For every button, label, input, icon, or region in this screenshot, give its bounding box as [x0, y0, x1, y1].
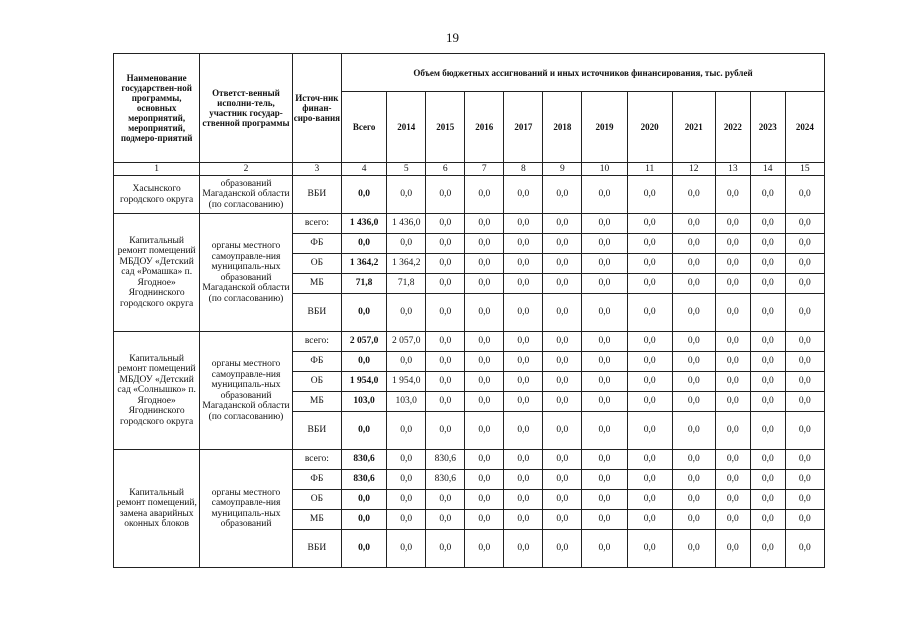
year-value: 1 436,0 [387, 214, 426, 234]
column-number: 9 [543, 163, 582, 176]
year-value: 0,0 [672, 450, 715, 470]
program-name: Капитальный ремонт помещений МБДОУ «Детский сад «Солнышко» п. Ягодное» Ягоднинского городского округа [114, 332, 200, 450]
header-year: 2015 [426, 92, 465, 163]
year-value: 0,0 [750, 332, 785, 352]
year-value: 0,0 [543, 176, 582, 214]
year-value: 0,0 [582, 254, 627, 274]
total-value: 0,0 [342, 176, 387, 214]
year-value: 0,0 [672, 530, 715, 568]
funding-source: ОБ [292, 490, 341, 510]
table-row [114, 332, 825, 352]
column-number: 8 [504, 163, 543, 176]
year-value: 0,0 [543, 214, 582, 234]
year-value: 0,0 [504, 412, 543, 450]
year-value: 0,0 [715, 450, 750, 470]
total-value: 0,0 [342, 352, 387, 372]
year-value: 0,0 [426, 352, 465, 372]
year-value: 0,0 [672, 332, 715, 352]
year-value: 0,0 [387, 490, 426, 510]
header-executor: Ответст-венный исполни-тель, участник государ-ственной программы [200, 54, 292, 163]
year-value: 0,0 [426, 392, 465, 412]
total-value: 1 364,2 [342, 254, 387, 274]
year-value: 0,0 [426, 214, 465, 234]
funding-source: ВБИ [292, 530, 341, 568]
year-value: 0,0 [582, 274, 627, 294]
total-value: 830,6 [342, 470, 387, 490]
year-value: 0,0 [750, 352, 785, 372]
year-value: 0,0 [715, 214, 750, 234]
year-value: 0,0 [627, 372, 672, 392]
year-value: 0,0 [582, 352, 627, 372]
year-value: 0,0 [785, 214, 824, 234]
year-value: 0,0 [672, 470, 715, 490]
funding-source: ФБ [292, 470, 341, 490]
total-value: 0,0 [342, 294, 387, 332]
total-value: 2 057,0 [342, 332, 387, 352]
year-value: 0,0 [672, 510, 715, 530]
year-value: 0,0 [465, 470, 504, 490]
column-number: 1 [114, 163, 200, 176]
year-value: 0,0 [627, 274, 672, 294]
year-value: 0,0 [715, 412, 750, 450]
year-value: 0,0 [465, 274, 504, 294]
header-year: 2017 [504, 92, 543, 163]
year-value: 0,0 [785, 234, 824, 254]
year-value: 0,0 [465, 234, 504, 254]
year-value: 0,0 [715, 352, 750, 372]
year-value: 830,6 [426, 470, 465, 490]
year-value: 0,0 [504, 254, 543, 274]
year-value: 0,0 [672, 274, 715, 294]
year-value: 0,0 [426, 530, 465, 568]
funding-source: всего: [292, 214, 341, 234]
header-year: 2020 [627, 92, 672, 163]
year-value: 2 057,0 [387, 332, 426, 352]
total-value: 830,6 [342, 450, 387, 470]
year-value: 1 364,2 [387, 254, 426, 274]
year-value: 0,0 [715, 254, 750, 274]
column-number: 10 [582, 163, 627, 176]
funding-source: ФБ [292, 352, 341, 372]
total-value: 0,0 [342, 412, 387, 450]
header-year: 2024 [785, 92, 824, 163]
year-value: 0,0 [504, 234, 543, 254]
year-value: 0,0 [582, 530, 627, 568]
total-value: 0,0 [342, 490, 387, 510]
year-value: 0,0 [627, 234, 672, 254]
year-value: 0,0 [465, 510, 504, 530]
year-value: 0,0 [785, 530, 824, 568]
header-year: 2022 [715, 92, 750, 163]
funding-source: ВБИ [292, 176, 341, 214]
year-value: 0,0 [543, 412, 582, 450]
year-value: 0,0 [504, 294, 543, 332]
year-value: 0,0 [750, 490, 785, 510]
year-value: 0,0 [750, 372, 785, 392]
year-value: 0,0 [750, 450, 785, 470]
year-value: 0,0 [504, 530, 543, 568]
year-value: 0,0 [426, 412, 465, 450]
column-number: 2 [200, 163, 292, 176]
year-value: 0,0 [387, 450, 426, 470]
year-value: 0,0 [785, 412, 824, 450]
year-value: 0,0 [465, 372, 504, 392]
year-value: 103,0 [387, 392, 426, 412]
year-value: 0,0 [672, 214, 715, 234]
year-value: 0,0 [785, 490, 824, 510]
year-value: 0,0 [672, 490, 715, 510]
year-value: 0,0 [627, 254, 672, 274]
year-value: 0,0 [543, 392, 582, 412]
year-value: 0,0 [627, 294, 672, 332]
year-value: 0,0 [582, 372, 627, 392]
year-value: 0,0 [543, 352, 582, 372]
year-value: 0,0 [465, 352, 504, 372]
funding-source: МБ [292, 392, 341, 412]
executor: органы местного самоуправле-ния муниципаль-ных образований Магаданской области (по согласованию) [200, 214, 292, 332]
year-value: 0,0 [543, 294, 582, 332]
year-value: 0,0 [582, 214, 627, 234]
header-name: Наименование государствен-ной программы, основных мероприятий, мероприятий, подмеро-приятий [114, 54, 200, 163]
year-value: 0,0 [582, 490, 627, 510]
column-number: 4 [342, 163, 387, 176]
year-value: 0,0 [672, 234, 715, 254]
year-value: 0,0 [582, 450, 627, 470]
year-value: 830,6 [426, 450, 465, 470]
year-value: 0,0 [750, 470, 785, 490]
year-value: 0,0 [715, 274, 750, 294]
year-value: 0,0 [465, 412, 504, 450]
year-value: 0,0 [387, 412, 426, 450]
program-name: Капитальный ремонт помещений, замена аварийных оконных блоков [114, 450, 200, 568]
table-row [114, 176, 825, 214]
year-value: 0,0 [504, 176, 543, 214]
year-value: 0,0 [627, 510, 672, 530]
funding-source: ОБ [292, 254, 341, 274]
year-value: 0,0 [543, 450, 582, 470]
year-value: 0,0 [750, 274, 785, 294]
program-name: Хасынского городского округа [114, 176, 200, 214]
year-value: 0,0 [785, 372, 824, 392]
year-value: 0,0 [627, 392, 672, 412]
year-value: 0,0 [582, 412, 627, 450]
funding-source: МБ [292, 510, 341, 530]
year-value: 0,0 [465, 450, 504, 470]
year-value: 0,0 [750, 294, 785, 332]
column-number: 13 [715, 163, 750, 176]
year-value: 0,0 [785, 392, 824, 412]
year-value: 0,0 [715, 490, 750, 510]
header-total: Всего [342, 92, 387, 163]
year-value: 0,0 [387, 530, 426, 568]
year-value: 0,0 [715, 510, 750, 530]
year-value: 0,0 [465, 214, 504, 234]
year-value: 0,0 [543, 254, 582, 274]
budget-table [113, 53, 825, 568]
table-row [114, 450, 825, 470]
year-value: 0,0 [750, 392, 785, 412]
year-value: 0,0 [582, 470, 627, 490]
year-value: 0,0 [504, 450, 543, 470]
year-value: 0,0 [785, 332, 824, 352]
year-value: 0,0 [465, 392, 504, 412]
year-value: 0,0 [582, 176, 627, 214]
year-value: 0,0 [672, 254, 715, 274]
year-value: 0,0 [387, 294, 426, 332]
header-year: 2014 [387, 92, 426, 163]
column-number: 3 [292, 163, 341, 176]
year-value: 0,0 [426, 332, 465, 352]
year-value: 0,0 [504, 352, 543, 372]
year-value: 0,0 [543, 274, 582, 294]
year-value: 0,0 [504, 510, 543, 530]
year-value: 0,0 [543, 530, 582, 568]
year-value: 0,0 [672, 294, 715, 332]
column-number: 6 [426, 163, 465, 176]
year-value: 0,0 [785, 254, 824, 274]
year-value: 0,0 [543, 490, 582, 510]
header-year: 2019 [582, 92, 627, 163]
year-value: 0,0 [672, 392, 715, 412]
year-value: 0,0 [672, 176, 715, 214]
funding-source: всего: [292, 332, 341, 352]
year-value: 0,0 [387, 510, 426, 530]
column-number: 14 [750, 163, 785, 176]
column-number: 15 [785, 163, 824, 176]
year-value: 0,0 [387, 234, 426, 254]
year-value: 0,0 [426, 510, 465, 530]
year-value: 0,0 [543, 372, 582, 392]
year-value: 0,0 [504, 470, 543, 490]
total-value: 0,0 [342, 234, 387, 254]
funding-source: МБ [292, 274, 341, 294]
funding-source: ВБИ [292, 294, 341, 332]
year-value: 0,0 [715, 332, 750, 352]
year-value: 0,0 [715, 294, 750, 332]
executor: органы местного самоуправле-ния муниципаль-ных образований [200, 450, 292, 568]
year-value: 0,0 [582, 234, 627, 254]
column-number: 11 [627, 163, 672, 176]
total-value: 1 436,0 [342, 214, 387, 234]
year-value: 0,0 [785, 470, 824, 490]
year-value: 0,0 [387, 470, 426, 490]
year-value: 0,0 [426, 372, 465, 392]
total-value: 0,0 [342, 510, 387, 530]
year-value: 0,0 [582, 392, 627, 412]
year-value: 0,0 [543, 470, 582, 490]
year-value: 0,0 [582, 294, 627, 332]
year-value: 0,0 [750, 412, 785, 450]
year-value: 0,0 [785, 510, 824, 530]
header-year: 2016 [465, 92, 504, 163]
year-value: 0,0 [715, 530, 750, 568]
year-value: 0,0 [582, 510, 627, 530]
year-value: 0,0 [504, 214, 543, 234]
year-value: 0,0 [785, 294, 824, 332]
year-value: 0,0 [672, 372, 715, 392]
executor: образований Магаданской области (по согласованию) [200, 176, 292, 214]
year-value: 0,0 [504, 392, 543, 412]
year-value: 0,0 [750, 176, 785, 214]
year-value: 71,8 [387, 274, 426, 294]
year-value: 0,0 [750, 214, 785, 234]
year-value: 0,0 [504, 332, 543, 352]
year-value: 0,0 [785, 176, 824, 214]
header-volume: Объем бюджетных ассигнований и иных источников финансирования, тыс. рублей [342, 54, 825, 92]
year-value: 0,0 [387, 176, 426, 214]
year-value: 0,0 [627, 490, 672, 510]
funding-source: ОБ [292, 372, 341, 392]
year-value: 0,0 [715, 470, 750, 490]
year-value: 0,0 [543, 234, 582, 254]
year-value: 0,0 [582, 332, 627, 352]
year-value: 0,0 [627, 450, 672, 470]
year-value: 0,0 [504, 372, 543, 392]
year-value: 0,0 [715, 176, 750, 214]
total-value: 0,0 [342, 530, 387, 568]
year-value: 0,0 [750, 530, 785, 568]
year-value: 0,0 [465, 530, 504, 568]
year-value: 0,0 [672, 412, 715, 450]
year-value: 1 954,0 [387, 372, 426, 392]
year-value: 0,0 [426, 254, 465, 274]
column-number: 12 [672, 163, 715, 176]
year-value: 0,0 [627, 176, 672, 214]
header-source: Источ-ник финан-сиро-вания [292, 54, 341, 163]
year-value: 0,0 [672, 352, 715, 372]
year-value: 0,0 [543, 332, 582, 352]
year-value: 0,0 [387, 352, 426, 372]
executor: органы местного самоуправле-ния муниципаль-ных образований Магаданской области (по согласованию) [200, 332, 292, 450]
year-value: 0,0 [715, 372, 750, 392]
header-year: 2021 [672, 92, 715, 163]
year-value: 0,0 [465, 294, 504, 332]
column-number: 7 [465, 163, 504, 176]
year-value: 0,0 [426, 294, 465, 332]
year-value: 0,0 [715, 392, 750, 412]
year-value: 0,0 [785, 450, 824, 470]
year-value: 0,0 [543, 510, 582, 530]
header-year: 2018 [543, 92, 582, 163]
year-value: 0,0 [785, 352, 824, 372]
year-value: 0,0 [750, 234, 785, 254]
funding-source: всего: [292, 450, 341, 470]
year-value: 0,0 [426, 490, 465, 510]
year-value: 0,0 [750, 254, 785, 274]
year-value: 0,0 [504, 274, 543, 294]
year-value: 0,0 [504, 490, 543, 510]
year-value: 0,0 [426, 274, 465, 294]
year-value: 0,0 [426, 176, 465, 214]
year-value: 0,0 [627, 530, 672, 568]
column-number: 5 [387, 163, 426, 176]
year-value: 0,0 [465, 332, 504, 352]
total-value: 1 954,0 [342, 372, 387, 392]
year-value: 0,0 [627, 332, 672, 352]
year-value: 0,0 [627, 214, 672, 234]
header-year: 2023 [750, 92, 785, 163]
year-value: 0,0 [785, 274, 824, 294]
program-name: Капитальный ремонт помещений МБДОУ «Детский сад «Ромашка» п. Ягодное» Ягоднинского городского округа [114, 214, 200, 332]
page-number: 19 [446, 30, 459, 45]
total-value: 71,8 [342, 274, 387, 294]
year-value: 0,0 [465, 176, 504, 214]
year-value: 0,0 [627, 470, 672, 490]
year-value: 0,0 [465, 490, 504, 510]
year-value: 0,0 [715, 234, 750, 254]
funding-source: ВБИ [292, 412, 341, 450]
year-value: 0,0 [426, 234, 465, 254]
year-value: 0,0 [465, 254, 504, 274]
table-row [114, 214, 825, 234]
year-value: 0,0 [627, 412, 672, 450]
year-value: 0,0 [750, 510, 785, 530]
funding-source: ФБ [292, 234, 341, 254]
total-value: 103,0 [342, 392, 387, 412]
year-value: 0,0 [627, 352, 672, 372]
